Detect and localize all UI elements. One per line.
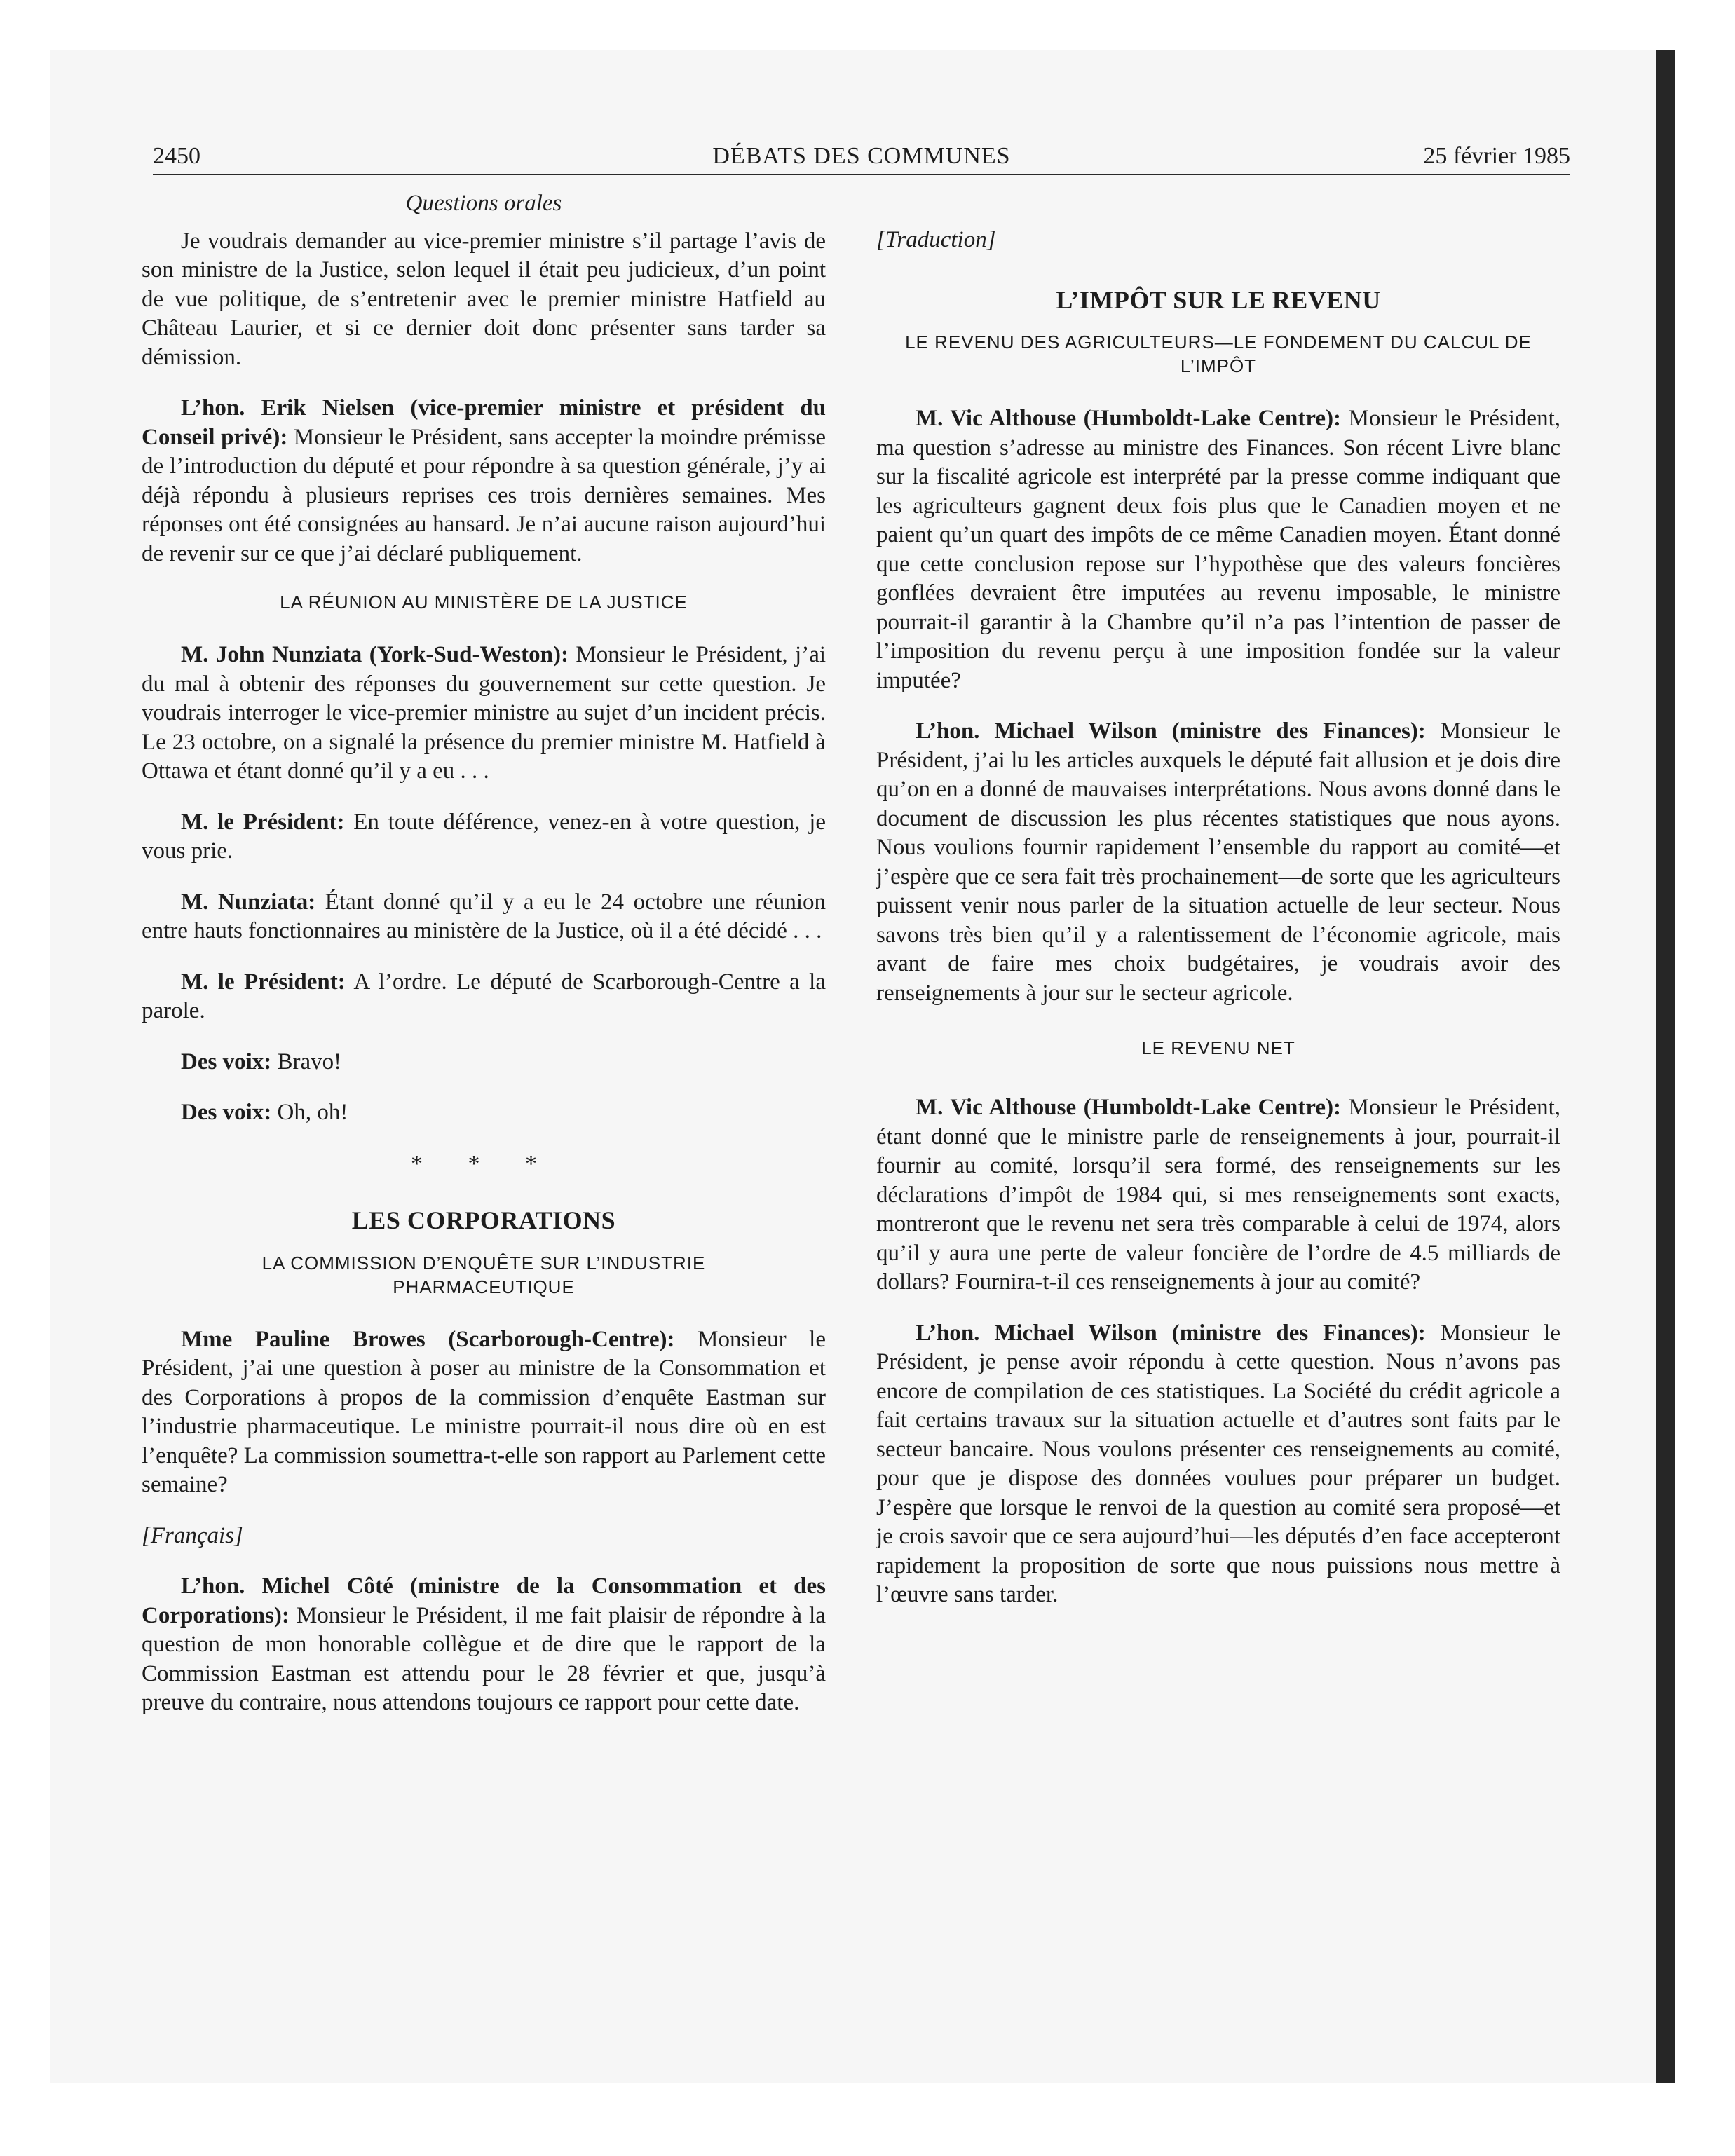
speaker-name: M. le Président: (181, 809, 345, 835)
speech-text: Oh, oh! (271, 1100, 348, 1125)
paragraph (876, 1093, 1560, 1297)
speaker-name: Mme Pauline Browes (Scarborough-Centre): (181, 1326, 675, 1352)
paragraph (142, 968, 826, 1026)
speech-text: Monsieur le Président, j’ai du mal à obtenir des réponses du gouvernement sur cette question. Je voudrais interroger le vice-premier ministre au sujet d’un incident précis. Le 23 octobre, on a signalé la présence du premier ministre M. Hatfield à Ottawa et étant donné qu’il y a eu . . . (142, 642, 826, 784)
paragraph (142, 808, 826, 866)
subheading: LE REVENU NET (1141, 1037, 1295, 1058)
speaker-name: M. Vic Althouse (Humboldt-Lake Centre): (916, 1095, 1342, 1120)
speaker-name: Des voix: (181, 1100, 272, 1125)
speech-text: A l’ordre. Le député de Scarborough-Centre a la parole. (142, 969, 826, 1023)
paragraph (142, 888, 826, 946)
subheading: LA COMMISSION D’ENQUÊTE SUR L’INDUSTRIE PHARMACEUTIQUE (261, 1252, 706, 1297)
paragraph (142, 394, 826, 568)
page-number: 2450 (153, 143, 200, 169)
publication-title: DÉBATS DES COMMUNES (712, 143, 1011, 169)
section-heading: LES CORPORATIONS (351, 1206, 616, 1234)
paragraph (142, 1572, 826, 1718)
paragraph (876, 717, 1560, 1008)
speaker-name: M. Vic Althouse (Humboldt-Lake Centre): (916, 406, 1342, 431)
running-header (153, 137, 1570, 175)
scan-edge-shadow (1656, 50, 1675, 2083)
publication-date: 25 février 1985 (1423, 143, 1570, 169)
paragraph (142, 1048, 826, 1077)
subheading: LE REVENU DES AGRICULTEURS—LE FONDEMENT DU CALCUL DE L’IMPÔT (905, 332, 1532, 376)
speech-text: Monsieur le Président, étant donné que le ministre parle de renseignements à jour, pourrait-il fournir au comité, lorsqu’il sera formé, des renseignements sur les déclarations d’impôt de 1984 qui, si mes renseignements sont exacts, montreront que le revenu net sera très comparable à celui de 1974, alors qu’il y aura une perte de valeur foncière de l’ordre de 4.5 milliards de dollars? Fournira-t-il ces renseignements à jour au comité? (876, 1095, 1560, 1295)
speech-text: Monsieur le Président, il me fait plaisir de répondre à la question de mon honorable collègue et de dire que le rapport de la Commission Eastman est attendu pour le 28 février et que, jusqu’à preuve du contraire, nous attendons toujours ce rapport pour cette date. (142, 1602, 826, 1715)
language-tag: [Français] (142, 1522, 243, 1548)
speech-text: Monsieur le Président, je pense avoir répondu à cette question. Nous n’avons pas encore de compilation de ces statistiques. La Société du crédit agricole a fait certains travaux sur la situation actuelle et d’autres sont faits par le secteur bancaire. Nous voulons présenter ces renseignements au comité, pour que je dispose des données voulues pour préparer un budget. J’espère que lorsque le renvoi de la question au comité sera proposé—et je crois savoir que ce sera aujourd’hui—les députés d’en face accepteront rapidement la proposition de sorte que nous puissions nous mettre à l’œuvre sans tarder. (876, 1320, 1560, 1607)
right-column (876, 189, 1560, 1632)
speaker-name: M. le Président: (181, 969, 346, 995)
language-tag: [Traduction] (876, 227, 996, 252)
paragraph (876, 1319, 1560, 1610)
section-separator: * * * (411, 1150, 557, 1177)
speaker-name: M. John Nunziata (York-Sud-Weston): (181, 642, 569, 667)
paragraph (142, 1098, 826, 1128)
speaker-name: Des voix: (181, 1049, 272, 1074)
paragraph (142, 1325, 826, 1500)
speech-text: Monsieur le Président, j’ai une question à poser au ministre de la Consommation et des Corporations à propos de la commission d’enquête Eastman sur l’industrie pharmaceutique. Le ministre pourrait-il nous dire où en est l’enquête? La commission soumettra-t-elle son rapport au Parlement cette semaine? (142, 1326, 826, 1497)
speech-text: Monsieur le Président, ma question s’adresse au ministre des Finances. Son récent Livre blanc sur la fiscalité agricole est interprété par la presse comme indiquant que les agriculteurs gagnent deux fois plus que le Canadien moyen et ne paient qu’un quart des impôts de ce même Canadien moyen. Étant donné que cette conclusion repose sur l’hypothèse que des valeurs foncières gonflées devraient être imputées au revenu imposable, le ministre pourrait-il garantir à la Chambre qu’il n’a pas l’intention de passer de l’imposition du revenu perçu à une imposition fondée sur la valeur imputée? (876, 406, 1560, 693)
section-heading: L’IMPÔT SUR LE REVENU (1056, 285, 1381, 314)
speech-text: Bravo! (271, 1049, 342, 1074)
paragraph (142, 641, 826, 786)
paragraph (876, 404, 1560, 695)
speech-text: Monsieur le Président, sans accepter la moindre prémisse de l’introduction du député et pour répondre à sa question générale, j’y ai déjà répondu à plusieurs reprises ces trois dernières semaines. Mes réponses ont été consignées au hansard. Je n’ai aucune raison aujourd’hui de revenir sur ce que j’ai déclaré publiquement. (142, 424, 826, 566)
speaker-name: L’hon. Erik Nielsen (vice-premier ministre et président du Conseil privé): (142, 395, 826, 450)
section-label: Questions orales (405, 191, 562, 216)
left-column (142, 189, 826, 1740)
subheading: LA RÉUNION AU MINISTÈRE DE LA JUSTICE (280, 592, 688, 613)
paragraph: Je voudrais demander au vice-premier ministre s’il partage l’avis de son ministre de la Justice, selon lequel il était peu judicieux, d’un point de vue politique, de s’entretenir avec le premier ministre Hatfield au Château Laurier, et si ce dernier doit donc présenter sans tarder sa démission. (142, 228, 826, 370)
speech-text: Monsieur le Président, j’ai lu les articles auxquels le député fait allusion et je dois dire qu’on en a donné de mauvaises interprétations. Nous avons donné dans le document de discussion les plus récentes statistiques que nous ayons. Nous voulions fournir rapidement l’ensemble du rapport au comité—et j’espère que ce sera fait très prochainement—de sorte que les agriculteurs puissent venir nous parler de la situation actuelle de leur secteur. Nous savons très bien qu’il y a ralentissement de l’économie agricole, mais avant de faire mes choix budgétaires, je voudrais avoir des renseignements à jour sur le secteur agricole. (876, 718, 1560, 1006)
speaker-name: L’hon. Michael Wilson (ministre des Finances): (916, 1320, 1426, 1346)
speech-text: En toute déférence, venez-en à votre question, je vous prie. (142, 809, 826, 864)
speaker-name: L’hon. Michael Wilson (ministre des Finances): (916, 718, 1426, 744)
speech-text: Étant donné qu’il y a eu le 24 octobre une réunion entre hauts fonctionnaires au ministère de la Justice, où il a été décidé . . . (142, 889, 826, 943)
speaker-name: M. Nunziata: (181, 889, 316, 915)
speaker-name: L’hon. Michel Côté (ministre de la Consommation et des Corporations): (142, 1574, 826, 1628)
